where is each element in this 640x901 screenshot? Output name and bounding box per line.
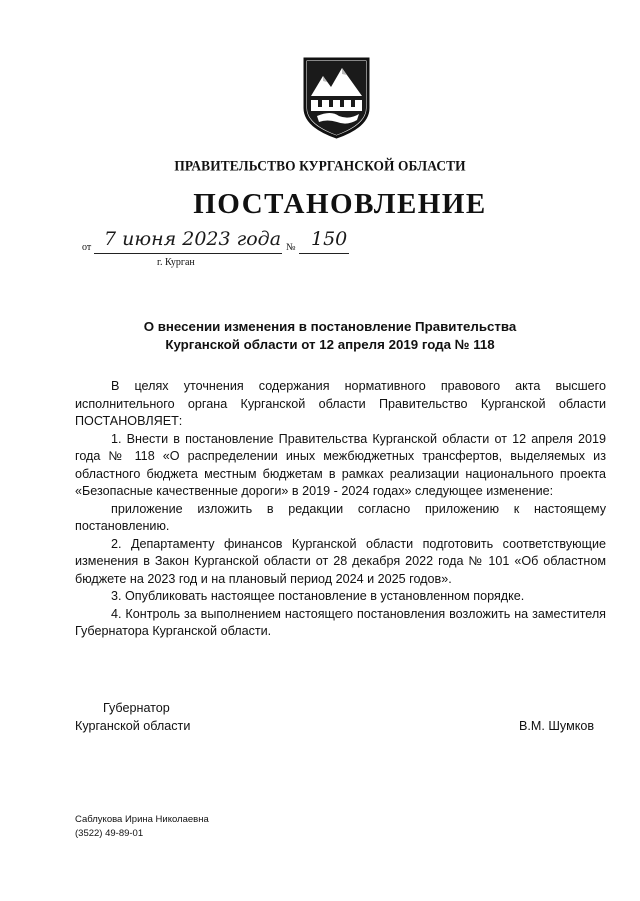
- title-line-1: О внесении изменения в постановление Правительства: [143, 319, 517, 334]
- government-name: ПРАВИТЕЛЬСТВО КУРГАНСКОЙ ОБЛАСТИ: [174, 157, 466, 174]
- title-line-2: Курганской области от 12 апреля 2019 года № 118: [165, 336, 495, 352]
- document-type-heading: ПОСТАНОВЛЕНИЕ: [193, 188, 487, 220]
- city: г. Курган: [157, 257, 195, 268]
- date-field: [94, 228, 282, 254]
- signer-name: В.М. Шумков: [519, 719, 595, 733]
- body-paragraph-item-1-change: приложение изложить в редакции согласно приложению к настоящему постановлению.: [75, 501, 606, 533]
- body-paragraph-item-1: 1. Внести в постановление Правительства Курганской области от 12 апреля 2019 года № 118 «О распределении иных межбюджетных трансфертов, выделяемых из областного бюджета местным бюджетам в рамках реализации национального проекта «Безопасные качественные дороги» в 2019 - 2024 годах» следующее изменение:: [75, 431, 606, 498]
- number-prefix: №: [286, 242, 296, 253]
- kurgan-coat-of-arms-icon: [301, 56, 372, 140]
- body-paragraph-item-2: 2. Департаменту финансов Курганской области подготовить соответствующие изменения в Закон Курганской области от 28 декабря 2022 года № 101 «Об областном бюджете на 2023 год и на плановый период 2024 и 2025 годов».: [75, 536, 606, 586]
- date-prefix: от: [82, 242, 92, 253]
- number-handwritten: 150: [311, 228, 348, 250]
- date-handwritten: 7 июня 2023 года: [104, 228, 282, 250]
- document-body: [75, 378, 606, 641]
- signer-position-line-2: Курганской области: [75, 719, 191, 733]
- document-title: [0, 318, 640, 353]
- number-field: [299, 228, 349, 254]
- executor-phone: (3522) 49-89-01: [75, 828, 144, 839]
- body-paragraph-preamble: В целях уточнения содержания нормативного правового акта высшего исполнительного органа Курганской области Правительство Курганской области ПОСТАНОВЛЯЕТ:: [75, 379, 606, 428]
- body-paragraph-item-3: 3. Опубликовать настоящее постановление в установленном порядке.: [111, 589, 525, 603]
- body-paragraph-item-4: 4. Контроль за выполнением настоящего постановления возложить на заместителя Губернатора Курганской области.: [75, 606, 606, 638]
- signer-position-line-1: Губернатор: [103, 701, 170, 715]
- executor-name: Саблукова Ирина Николаевна: [75, 814, 209, 825]
